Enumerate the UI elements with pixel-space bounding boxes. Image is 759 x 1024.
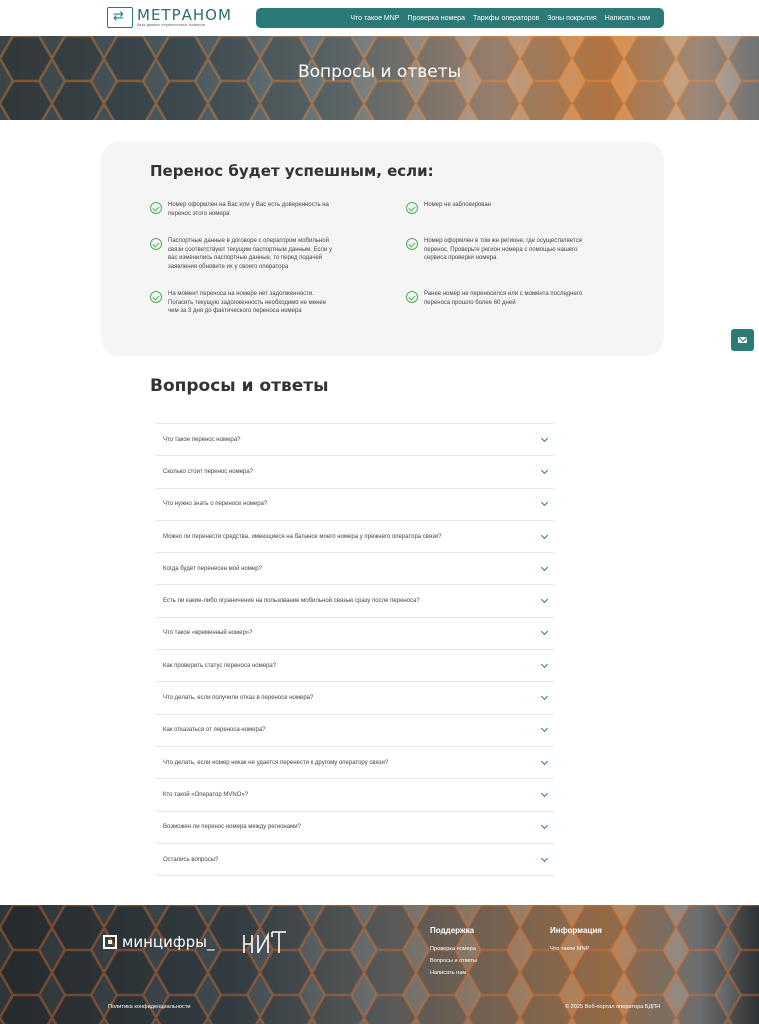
faq-question: Что такое перенос номера?	[163, 436, 241, 443]
condition-item: Номер не заблокирован	[406, 201, 491, 214]
footer-link-mnp[interactable]: Что такое MNP	[550, 946, 590, 952]
nav-item-contact[interactable]: Написать нам	[604, 14, 650, 22]
faq-question: Есть ли какие-либо ограничения на пользование мобильной связью сразу после переноса?	[163, 598, 420, 605]
mincifry-icon	[103, 935, 117, 949]
chevron-down-icon[interactable]	[541, 661, 548, 668]
condition-item: На момент переноса на номере нет задолженности. Погасить текущую задолженность необходимо не менее чем за 3 дня до фактического переноса номера	[150, 290, 326, 316]
mincifry-logo[interactable]	[103, 933, 215, 951]
faq-list	[156, 423, 554, 876]
niit-logo[interactable]	[242, 929, 288, 955]
faq-question: Как отказаться от переноса номера?	[163, 727, 266, 734]
faq-question: Что делать, если получили отказ в переносе номера?	[163, 695, 314, 702]
privacy-policy-link[interactable]: Политика конфиденциальности	[108, 1004, 191, 1010]
faq-item[interactable]	[156, 650, 554, 682]
logo-subtitle: база данных перенесенных номеров	[137, 22, 205, 27]
check-circle-icon	[150, 291, 162, 303]
chevron-down-icon[interactable]	[541, 693, 548, 700]
faq-item[interactable]	[156, 682, 554, 714]
site-footer	[0, 905, 759, 1024]
check-circle-icon	[150, 202, 162, 214]
faq-item[interactable]	[156, 489, 554, 521]
faq-question: Сколько стоит перенос номера?	[163, 468, 254, 475]
faq-question: Кто такой «Оператор MVNO»?	[163, 791, 249, 798]
chevron-down-icon[interactable]	[541, 435, 548, 442]
footer-support-title: Поддержка	[430, 926, 475, 935]
chevron-down-icon[interactable]	[541, 499, 548, 506]
faq-question: Можно ли перенести средства, имеющиеся на балансе моего номера у прежнего оператора связи?	[163, 533, 442, 540]
check-circle-icon	[406, 202, 418, 214]
footer-link-check-number[interactable]: Проверка номера	[430, 946, 476, 952]
copyright: © 2025 Веб-портал оператора БДПН	[565, 1004, 661, 1010]
nav-item-coverage[interactable]: Зоны покрытия	[547, 14, 597, 22]
conditions-card	[101, 142, 664, 356]
faq-title: Вопросы и ответы	[150, 376, 329, 396]
condition-item: Ранее номер не переносился или с момента последнего переноса прошло более 60 дней	[406, 290, 582, 307]
faq-question: Как проверить статус переноса номера?	[163, 662, 277, 669]
condition-item: Номер оформлен в том же регионе, где осуществляется перенос. Проверьте регион номера с помощью нашего сервиса проверки номера	[406, 237, 582, 263]
faq-item[interactable]	[156, 779, 554, 811]
nav-item-tariffs[interactable]: Тарифы операторов	[473, 14, 540, 22]
check-circle-icon	[406, 238, 418, 250]
main-nav	[256, 8, 664, 28]
check-circle-icon	[406, 291, 418, 303]
chevron-down-icon[interactable]	[541, 725, 548, 732]
faq-item[interactable]	[156, 521, 554, 553]
faq-question: Что нужно знать о переносе номера?	[163, 501, 268, 508]
nav-item-check-number[interactable]: Проверка номера	[407, 14, 466, 22]
footer-link-contact[interactable]: Написать нам	[430, 970, 467, 976]
conditions-title: Перенос будет успешным, если:	[150, 162, 434, 180]
chevron-down-icon[interactable]	[541, 596, 548, 603]
chevron-down-icon[interactable]	[541, 822, 548, 829]
site-logo[interactable]	[107, 7, 232, 28]
condition-item: Паспортные данные в договоре с оператором мобильной связи соответствуют текущим паспортным данным. Если у вас изменились паспортные данные, то перед подачей заявления обновите их у своего оператора	[150, 237, 332, 271]
faq-question: Возможен ли перенос номера между регионами?	[163, 824, 301, 831]
faq-item[interactable]	[156, 715, 554, 747]
faq-question: Остались вопросы?	[163, 856, 219, 863]
chevron-down-icon[interactable]	[541, 564, 548, 571]
faq-question: Когда будет перенесен мой номер?	[163, 565, 262, 572]
contact-mail-button[interactable]	[731, 329, 754, 351]
faq-item[interactable]	[156, 585, 554, 617]
mincifry-text: минцифры_	[122, 933, 215, 951]
faq-question: Что такое «временный номер»?	[163, 630, 253, 637]
faq-item[interactable]	[156, 553, 554, 585]
hero-banner	[0, 36, 759, 120]
mail-icon	[738, 337, 747, 343]
faq-item[interactable]	[156, 618, 554, 650]
chevron-down-icon[interactable]	[541, 467, 548, 474]
condition-item: Номер оформлен на Вас или у Вас есть доверенность на перенос этого номера	[150, 201, 329, 218]
faq-item[interactable]	[156, 747, 554, 779]
page-title: Вопросы и ответы	[297, 62, 462, 82]
logo-title: МЕТРАНОМ	[137, 5, 232, 24]
faq-item[interactable]	[156, 844, 554, 876]
chevron-down-icon[interactable]	[541, 790, 548, 797]
site-header	[0, 0, 759, 36]
faq-item[interactable]	[156, 812, 554, 844]
check-circle-icon	[150, 238, 162, 250]
footer-info-title: Информация	[550, 926, 602, 935]
footer-link-faq[interactable]: Вопросы и ответы	[430, 958, 478, 964]
phone-transfer-icon	[107, 7, 133, 28]
faq-question: Что делать, если номер никак не удается перенести к другому оператору связи?	[163, 759, 389, 766]
nav-item-mnp[interactable]: Что такое MNP	[350, 14, 400, 22]
faq-item[interactable]	[156, 424, 554, 456]
chevron-down-icon[interactable]	[541, 531, 548, 538]
faq-item[interactable]	[156, 456, 554, 488]
chevron-down-icon[interactable]	[541, 758, 548, 765]
chevron-down-icon[interactable]	[541, 854, 548, 861]
chevron-down-icon[interactable]	[541, 628, 548, 635]
